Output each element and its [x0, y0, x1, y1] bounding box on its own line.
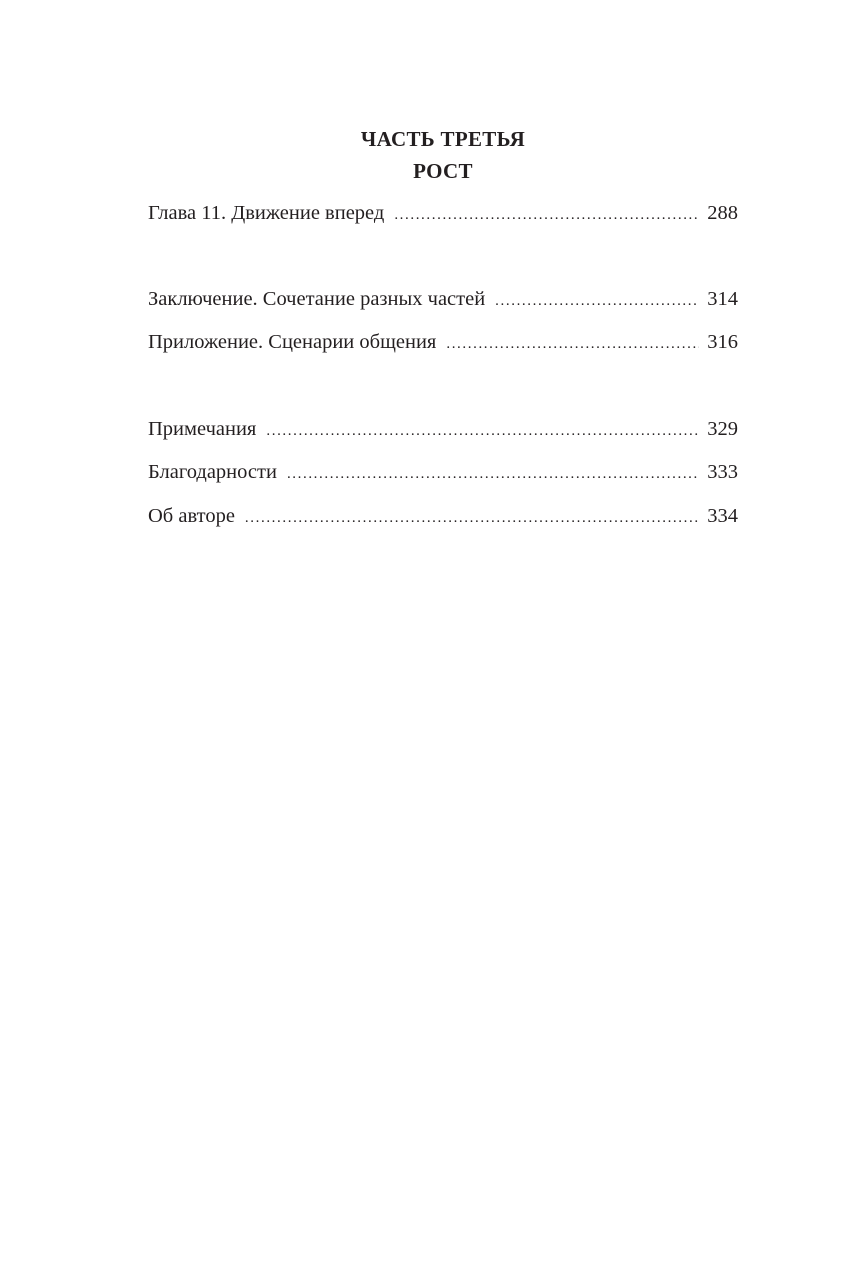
toc-page-number: 288	[707, 202, 738, 224]
toc-entry-appendix[interactable]	[148, 332, 738, 353]
toc-dot-leader	[287, 467, 699, 482]
toc-dot-leader	[446, 337, 699, 352]
toc-entry-title: Об авторе	[148, 505, 235, 527]
toc-page-number: 329	[707, 418, 738, 440]
toc-dot-leader	[495, 294, 699, 309]
toc-entry-about-author[interactable]	[148, 506, 738, 527]
toc-dot-leader	[245, 511, 699, 526]
toc-entry-title: Благодарности	[148, 461, 277, 483]
toc-entry-title: Приложение. Сценарии общения	[148, 331, 437, 353]
toc-page-number: 316	[707, 331, 738, 353]
toc-entry-chapter-11[interactable]	[148, 203, 738, 224]
toc-entry-notes[interactable]	[148, 419, 738, 440]
toc-dot-leader	[266, 424, 699, 439]
part-subtitle: РОСТ	[413, 159, 473, 183]
toc-page-number: 333	[707, 461, 738, 483]
toc-dot-leader	[394, 208, 699, 223]
toc-page-number: 334	[707, 505, 738, 527]
toc-entry-acknowledgements[interactable]	[148, 462, 738, 483]
toc-entry-title: Примечания	[148, 418, 257, 440]
toc-entry-conclusion[interactable]	[148, 289, 738, 310]
toc-entry-title: Глава 11. Движение вперед	[148, 202, 385, 224]
toc-entry-title: Заключение. Сочетание разных частей	[148, 288, 486, 310]
toc-page-number: 314	[707, 288, 738, 310]
part-title: ЧАСТЬ ТРЕТЬЯ	[360, 127, 526, 151]
